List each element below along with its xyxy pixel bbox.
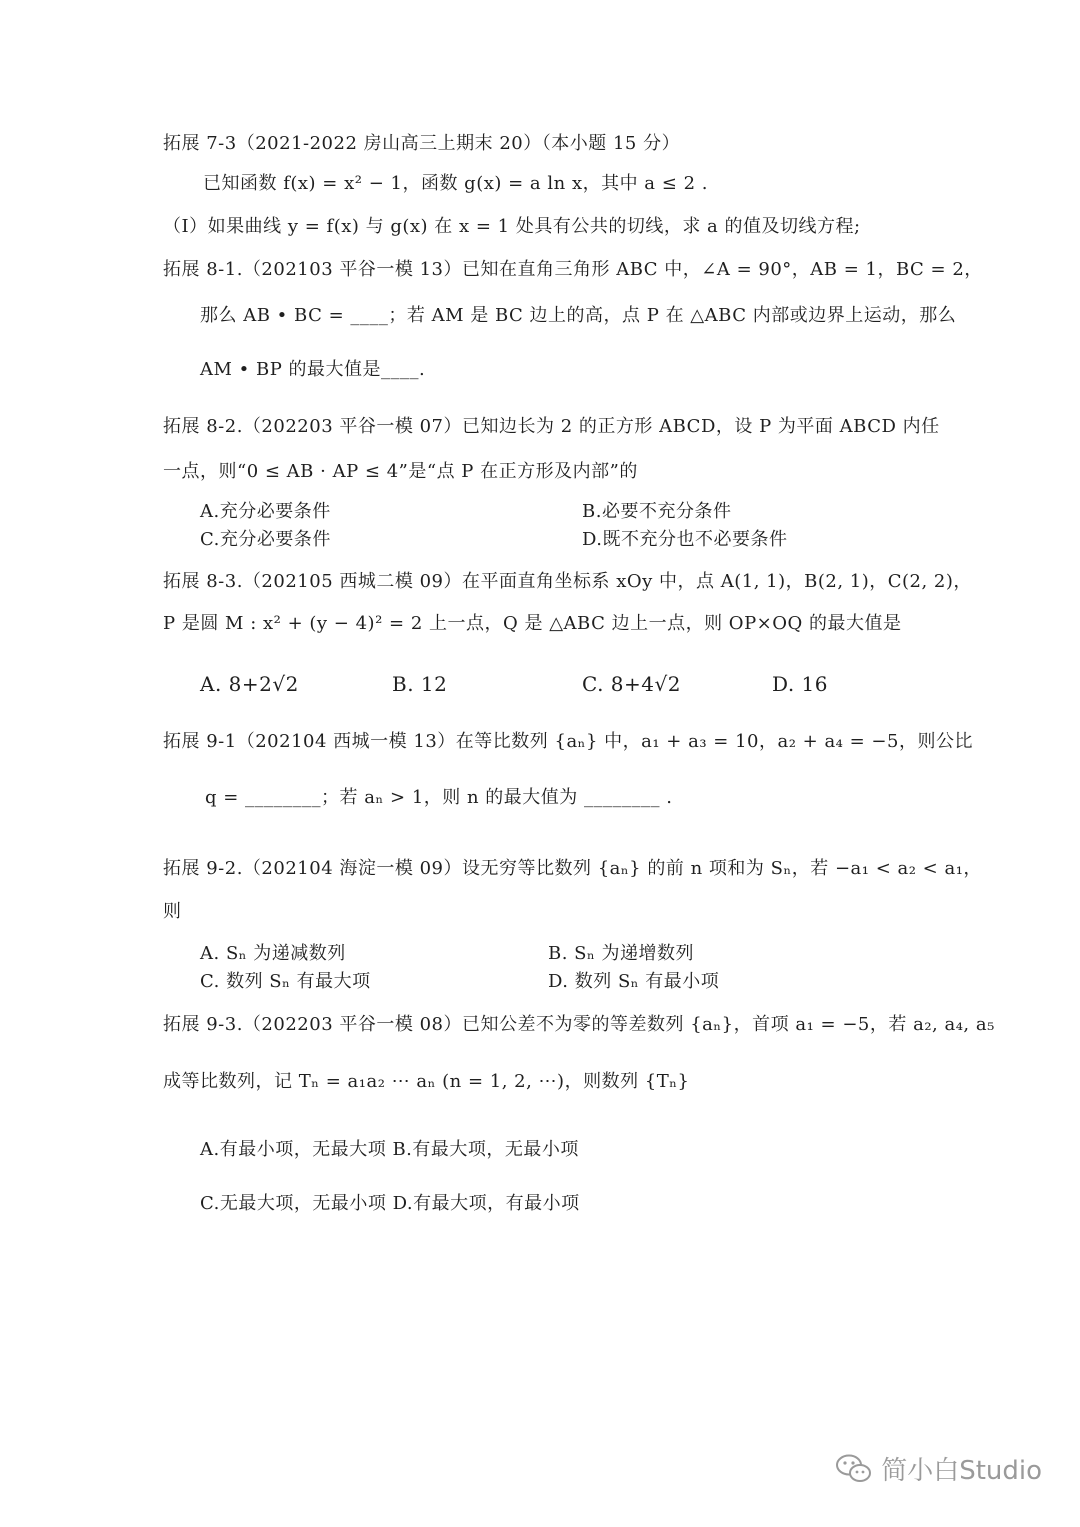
problem-8-2-option-a: A.充分必要条件 <box>200 501 331 522</box>
problem-9-2-line2: 则 <box>163 901 182 922</box>
problem-9-1-line1: 拓展 9-1（202104 西城一模 13）在等比数列 {aₙ} 中，a₁ + a₃ = 10，a₂ + a₄ = −5，则公比 <box>163 731 973 752</box>
problem-9-2-line1: 拓展 9-2.（202104 海淀一模 09）设无穷等比数列 {aₙ} 的前 n 项和为 Sₙ，若 −a₁ < a₂ < a₁， <box>163 858 982 879</box>
problem-9-3-options-ab: A.有最小项，无最大项 B.有最大项，无最小项 <box>200 1139 579 1160</box>
watermark-text: 简小白Studio <box>881 1456 1042 1486</box>
problem-8-2-line1: 拓展 8-2.（202203 平谷一模 07）已知边长为 2 的正方形 ABCD，设 P 为平面 ABCD 内任 <box>163 416 940 437</box>
watermark <box>835 1450 1042 1487</box>
problem-8-3-option-c: C. 8+4√2 <box>582 672 681 696</box>
problem-8-1-line2: 那么 AB • BC = ____；若 AM 是 BC 边上的高，点 P 在 △ABC 内部或边界上运动，那么 <box>200 305 957 326</box>
problem-8-2-line2: 一点，则“0 ≤ AB · AP ≤ 4”是“点 P 在正方形及内部”的 <box>163 461 638 482</box>
problem-9-3-line2: 成等比数列，记 Tₙ = a₁a₂ ⋯ aₙ (n = 1, 2, ⋯)，则数列 {Tₙ} <box>163 1071 690 1092</box>
problem-8-3-line1: 拓展 8-3.（202105 西城二模 09）在平面直角坐标系 xOy 中，点 A(1, 1)，B(2, 1)，C(2, 2)， <box>163 571 972 592</box>
problem-7-3-part1: （Ⅰ）如果曲线 y = f(x) 与 g(x) 在 x = 1 处具有公共的切线，求 a 的值及切线方程; <box>163 216 861 237</box>
problem-9-2-option-a: A. Sₙ 为递减数列 <box>200 943 346 964</box>
problem-9-2-option-b: B. Sₙ 为递增数列 <box>548 943 695 964</box>
problem-8-1-line3: AM • BP 的最大值是____. <box>200 359 426 380</box>
problem-9-2-option-c: C. 数列 Sₙ 有最大项 <box>200 971 371 992</box>
problem-9-3-line1: 拓展 9-3.（202203 平谷一模 08）已知公差不为零的等差数列 {aₙ}，首项 a₁ = −5，若 a₂, a₄, a₅ <box>163 1014 995 1035</box>
problem-8-3-option-b: B. 12 <box>392 672 448 696</box>
problem-7-3-given: 已知函数 f(x) = x² − 1，函数 g(x) = a ln x，其中 a ≤ 2 . <box>203 173 708 194</box>
problem-9-2-option-d: D. 数列 Sₙ 有最小项 <box>548 971 720 992</box>
problem-8-3-option-d: D. 16 <box>772 672 828 696</box>
problem-8-3-option-a: A. 8+2√2 <box>200 672 299 696</box>
problem-8-2-option-b: B.必要不充分条件 <box>582 501 732 522</box>
problem-8-3-line2: P 是圆 M : x² + (y − 4)² = 2 上一点，Q 是 △ABC 边上一点，则 OP×OQ 的最大值是 <box>163 613 902 634</box>
problem-9-1-line2: q = ________；若 aₙ > 1，则 n 的最大值为 ________ . <box>205 787 673 808</box>
problem-8-2-option-d: D.既不充分也不必要条件 <box>582 529 788 550</box>
problem-8-2-option-c: C.充分必要条件 <box>200 529 331 550</box>
problem-8-1-line1: 拓展 8-1.（202103 平谷一模 13）已知在直角三角形 ABC 中，∠A = 90°，AB = 1，BC = 2， <box>163 259 983 280</box>
wechat-icon <box>835 1453 873 1485</box>
problem-9-3-options-cd: C.无最大项，无最小项 D.有最大项，有最小项 <box>200 1193 580 1214</box>
problem-7-3-title: 拓展 7-3（2021-2022 房山高三上期末 20）（本小题 15 分） <box>163 133 681 154</box>
